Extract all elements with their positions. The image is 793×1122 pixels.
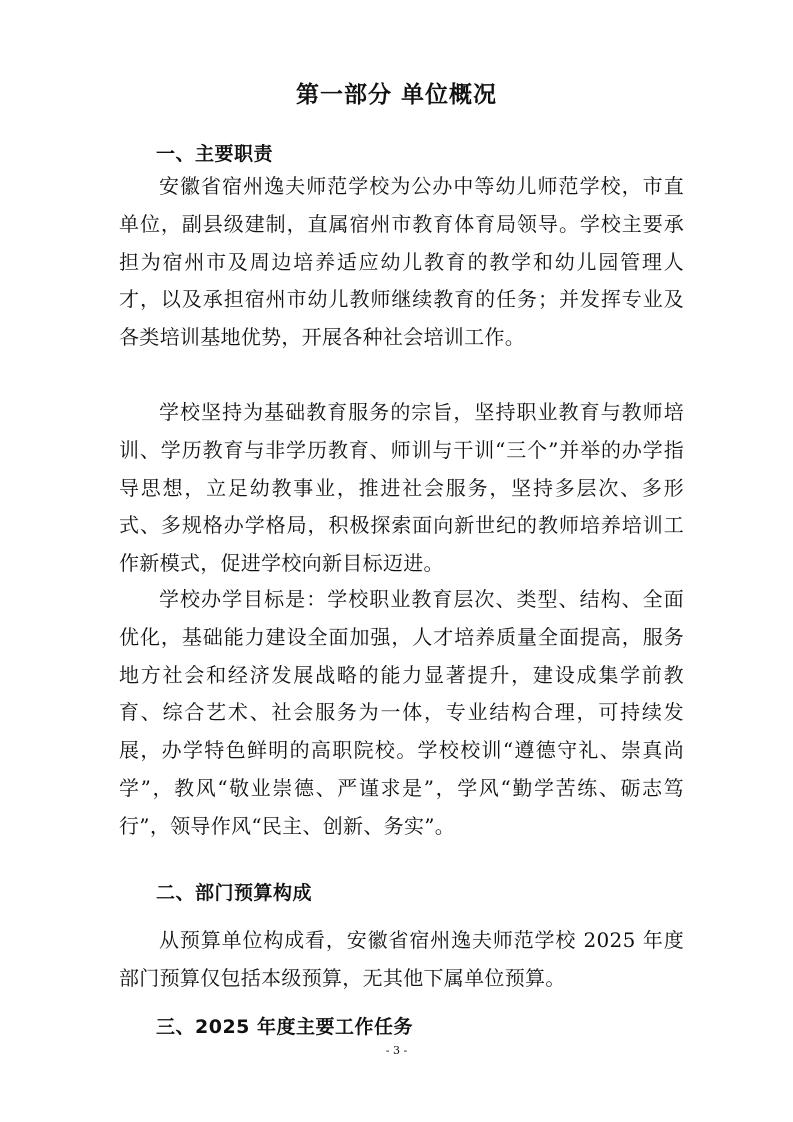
page-number: - 3 - bbox=[385, 1044, 408, 1057]
paragraph-school-overview: 安徽省宿州逸夫师范学校为公办中等幼儿师范学校，市直单位，副县级建制，直属宿州市教育体育局领导。学校主要承担为宿州市及周边培养适应幼儿教育的教学和幼儿园管理人才，以及承担宿州市幼儿教师继续教育的任务；并发挥专业及各类培训基地优势，开展各种社会培训工作。 bbox=[119, 174, 684, 350]
section-heading-main-tasks: 三、2025 年度主要工作任务 bbox=[156, 1016, 413, 1038]
section-heading-main-duties: 一、主要职责 bbox=[156, 143, 274, 165]
section-heading-budget-composition: 二、部门预算构成 bbox=[156, 882, 313, 904]
paragraph-school-goals: 学校办学目标是：学校职业教育层次、类型、结构、全面优化，基础能力建设全面加强，人才培养质量全面提高，服务地方社会和经济发展战略的能力显著提升，建设成集学前教育、综合艺术、社会服务为一体，专业结构合理，可持续发展，办学特色鲜明的高职院校。学校校训“遵德守礼、崇真尚学”，教风“敬业崇德、严谨求是”，学风“勤学苦练、砺志笃行”，领导作风“民主、创新、务实”。 bbox=[119, 587, 684, 838]
page-title: 第一部分 单位概况 bbox=[295, 82, 497, 108]
paragraph-school-purpose: 学校坚持为基础教育服务的宗旨，坚持职业教育与教师培训、学历教育与非学历教育、师训与干训“三个”并举的办学指导思想，立足幼教事业，推进社会服务，坚持多层次、多形式、多规格办学格局，积极探索面向新世纪的教师培养培训工作新模式，促进学校向新目标迈进。 bbox=[119, 400, 684, 576]
paragraph-budget-composition: 从预算单位构成看，安徽省宿州逸夫师范学校 2025 年度部门预算仅包括本级预算，无其他下属单位预算。 bbox=[119, 928, 684, 990]
